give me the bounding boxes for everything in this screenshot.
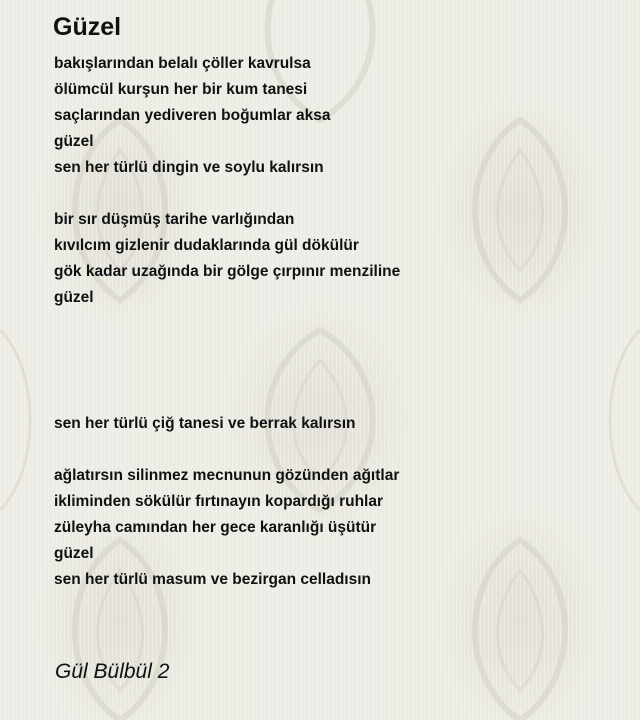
- poem-line: güzel: [54, 289, 94, 306]
- poem-line: güzel: [54, 133, 94, 150]
- poem-line: kıvılcım gizlenir dudaklarında gül dökülür: [54, 237, 359, 254]
- poem-line: ağlatırsın silinmez mecnunun gözünden ağıtlar: [54, 467, 400, 484]
- poem-line: sen her türlü masum ve bezirgan celladısın: [54, 571, 371, 588]
- poem-line: güzel: [54, 545, 94, 562]
- poem-stanza-1: [54, 51, 331, 181]
- poem-line: gök kadar uzağında bir gölge çırpınır menziline: [54, 263, 401, 280]
- poem-stanza-4: [54, 463, 399, 593]
- poem-line: bir sır düşmüş tarihe varlığından: [54, 211, 295, 228]
- poem-stanza-3: [54, 411, 356, 437]
- poem-line: züleyha camından her gece karanlığı üşütür: [54, 519, 377, 536]
- poem-stanza-2: [54, 207, 400, 311]
- poem-line: sen her türlü çiğ tanesi ve berrak kalırsın: [54, 415, 356, 432]
- poem-line: sen her türlü dingin ve soylu kalırsın: [54, 159, 324, 176]
- poem-title: Güzel: [53, 13, 122, 41]
- poem-line: ölümcül kurşun her bir kum tanesi: [54, 81, 308, 98]
- poem-line: ikliminden sökülür fırtınayın kopardığı ruhlar: [54, 493, 383, 510]
- poem-line: bakışlarından belalı çöller kavrulsa: [54, 55, 311, 72]
- poem-line: saçlarından yediveren boğumlar aksa: [54, 107, 331, 124]
- poem-author: Gül Bülbül 2: [55, 660, 170, 683]
